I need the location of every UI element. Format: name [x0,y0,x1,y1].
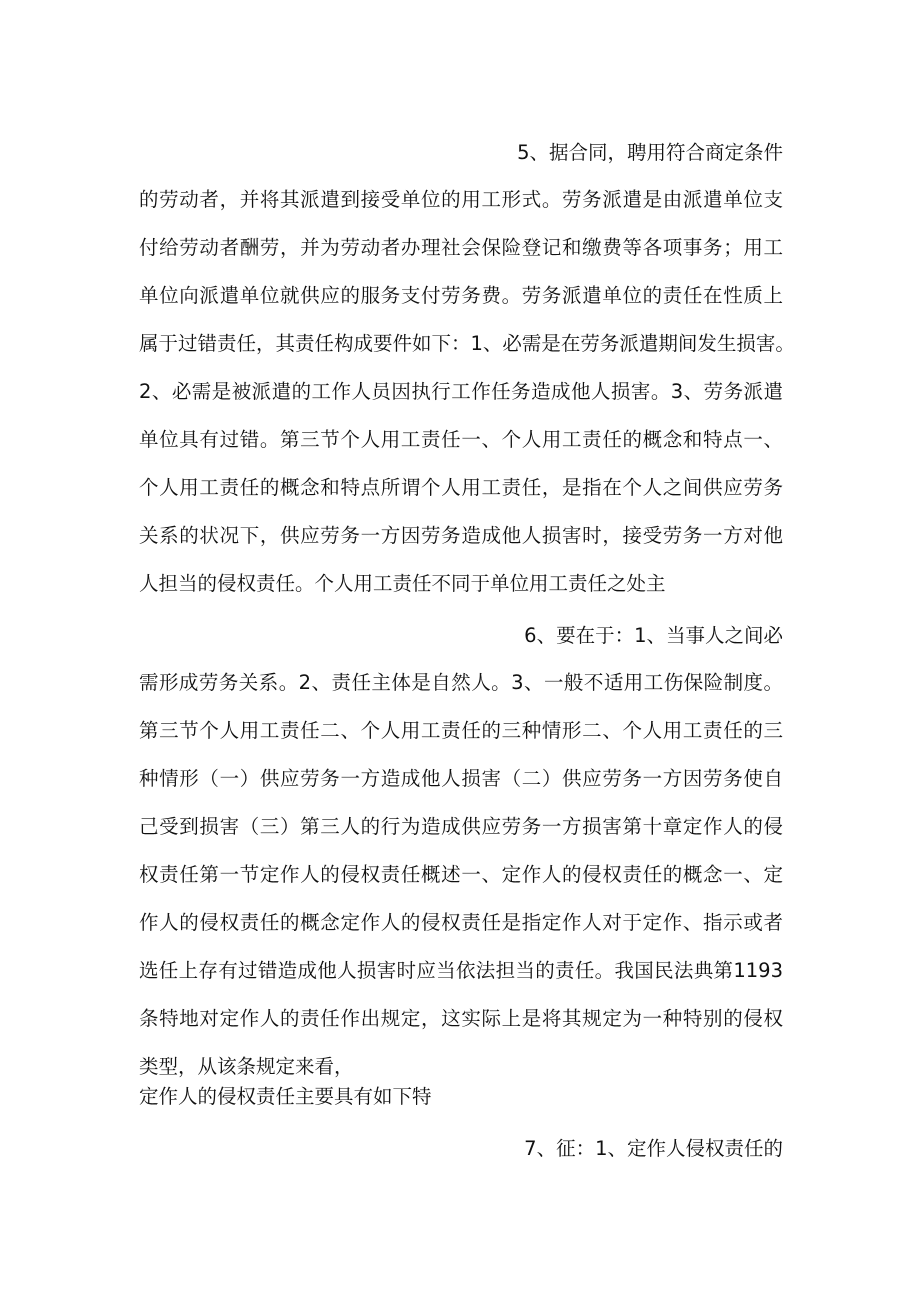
text-line: 2、必需是被派遣的工作人员因执行工作任务造成他人损害。3、劳务派遣 [139,380,783,403]
section-heading-6: 6、要在于：1、当事人之间必 [524,624,783,647]
text-line: 人担当的侵权责任。个人用工责任不同于单位用工责任之处主 [139,572,666,595]
text-line: 第三节个人用工责任二、个人用工责任的三种情形二、个人用工责任的三 [139,719,783,742]
text-line: 己受到损害（三）第三人的行为造成供应劳务一方损害第十章定作人的侵 [139,815,783,838]
text-line: 单位向派遣单位就供应的服务支付劳务费。劳务派遣单位的责任在性质上 [139,284,783,307]
text-line: 的劳动者，并将其派遣到接受单位的用工形式。劳务派遣是由派遣单位支 [139,188,783,211]
text-line: 单位具有过错。第三节个人用工责任一、个人用工责任的概念和特点一、 [139,428,783,451]
text-line: 权责任第一节定作人的侵权责任概述一、定作人的侵权责任的概念一、定 [139,863,783,886]
text-line: 条特地对定作人的责任作出规定，这实际上是将其规定为一种特别的侵权 [139,1007,783,1030]
text-line: 关系的状况下，供应劳务一方因劳务造成他人损害时，接受劳务一方对他 [139,524,783,547]
text-line: 种情形（一）供应劳务一方造成他人损害（二）供应劳务一方因劳务使自 [139,767,783,790]
text-line: 需形成劳务关系。2、责任主体是自然人。3、一般不适用工伤保险制度。 [139,671,783,694]
text-line: 个人用工责任的概念和特点所谓个人用工责任，是指在个人之间供应劳务 [139,476,783,499]
section-heading-7: 7、征：1、定作人侵权责任的 [524,1137,783,1160]
text-line: 作人的侵权责任的概念定作人的侵权责任是指定作人对于定作、指示或者 [139,911,783,934]
text-line: 付给劳动者酬劳，并为劳动者办理社会保险登记和缴费等各项事务；用工 [139,236,783,259]
text-line: 定作人的侵权责任主要具有如下特 [139,1085,432,1108]
section-heading-5: 5、据合同，聘用符合商定条件 [517,141,783,164]
text-line: 选任上存有过错造成他人损害时应当依法担当的责任。我国民法典第1193 [139,959,783,982]
text-line: 属于过错责任，其责任构成要件如下：1、必需是在劳务派遣期间发生损害。 [139,332,795,355]
text-line: 类型，从该条规定来看， [139,1055,354,1078]
